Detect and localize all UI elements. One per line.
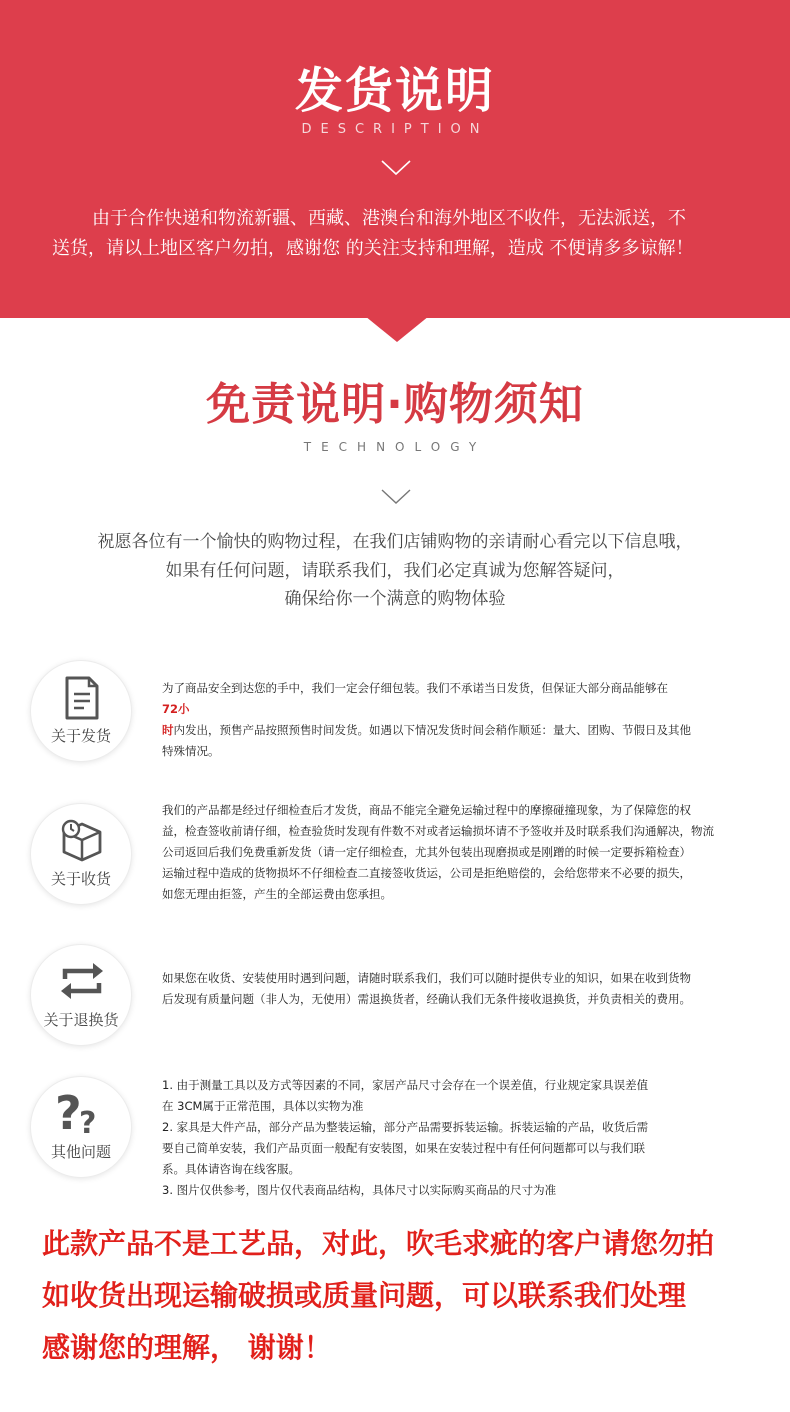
notice-line: 感谢您的理解， 谢谢！ bbox=[42, 1331, 332, 1364]
info-line bbox=[162, 720, 742, 741]
returns-info-text bbox=[162, 968, 742, 1010]
shipping-subtitle: DESCRIPTION bbox=[301, 122, 489, 137]
exchange-arrows-icon bbox=[59, 959, 105, 1003]
info-line: 2. 家具是大件产品，部分产品为整装运输，部分产品需要拆装运输。拆装运输的产品，收货后需 bbox=[162, 1120, 649, 1134]
chevron-down-icon bbox=[381, 489, 411, 505]
info-line: 要自己简单安装，我们产品页面一般配有安装图，如果在安装过程中有任何问题都可以与我们联 bbox=[162, 1141, 645, 1155]
section-label: 关于退换货 bbox=[43, 1011, 119, 1029]
info-line: 特殊情况。 bbox=[162, 744, 220, 758]
section-label: 关于发货 bbox=[50, 727, 111, 745]
shipping-notice bbox=[52, 204, 762, 264]
info-line: 后发现有质量问题（非人为，无使用）需退换货者，经确认我们无条件接收退换货，并负责相关的费用。 bbox=[162, 992, 691, 1006]
banner-notch bbox=[365, 316, 429, 342]
document-icon bbox=[62, 675, 102, 721]
info-line: 在 3CM属于正常范围，具体以实物为准 bbox=[162, 1099, 364, 1113]
shipping-info-badge bbox=[30, 660, 132, 762]
svg-text:?: ? bbox=[79, 1106, 97, 1137]
info-text: 为了商品安全到达您的手中，我们一定会仔细包装。我们不承诺当日发货，但保证大部分商品能够在 bbox=[162, 681, 668, 695]
disclaimer-subtitle: TECHNOLOGY bbox=[303, 440, 487, 454]
info-line: 如您无理由拒签，产生的全部运费由您承担。 bbox=[162, 887, 392, 901]
intro-line: 如果有任何问题，请联系我们，我们必定真诚为您解答疑问， bbox=[165, 560, 625, 581]
intro-line: 确保给你一个满意的购物体验 bbox=[284, 589, 506, 609]
highlight-text: 72小 bbox=[162, 702, 190, 716]
info-line: 公司返回后我们免费重新发货（请一定仔细检查，尤其外包装出现磨损或是刚蹭的时候一定要拆箱检查） bbox=[162, 845, 691, 859]
info-line: 我们的产品都是经过仔细检查后才发货，商品不能完全避免运输过程中的摩擦碰撞现象，为了保障您的权 bbox=[162, 803, 691, 817]
question-marks-icon bbox=[53, 1085, 105, 1137]
info-line: 3. 图片仅供参考，图片仅代表商品结构，具体尺寸以实际购买商品的尺寸为准 bbox=[162, 1183, 557, 1197]
disclaimer-intro bbox=[0, 528, 790, 614]
info-text: 内发出，预售产品按照预售时间发货。如遇以下情况发货时间会稍作顺延：量大、团购、节假日及其他 bbox=[173, 723, 691, 737]
info-line: 如果您在收货、安装使用时遇到问题，请随时联系我们，我们可以随时提供专业的知识，如果在收到货物 bbox=[162, 971, 691, 985]
craft-notice bbox=[42, 1218, 782, 1374]
notice-line: 此款产品不是工艺品，对此，吹毛求疵的客户请您勿拍 bbox=[42, 1227, 715, 1260]
package-clock-icon bbox=[59, 818, 105, 864]
info-line: 1. 由于测量工具以及方式等因素的不同，家居产品尺寸会存在一个误差值，行业规定家具误差值 bbox=[162, 1078, 649, 1092]
svg-text:?: ? bbox=[55, 1086, 82, 1137]
section-label: 其他问题 bbox=[50, 1143, 111, 1161]
shipping-banner bbox=[0, 0, 790, 318]
other-info-text bbox=[162, 1075, 742, 1201]
chevron-down-icon bbox=[381, 160, 411, 176]
shipping-notice-line: 由于合作快递和物流新疆、西藏、港澳台和海外地区不收件，无法派送，不 bbox=[92, 208, 686, 229]
receiving-info-badge bbox=[30, 803, 132, 905]
other-info-badge bbox=[30, 1076, 132, 1178]
shipping-title: 发货说明 bbox=[294, 63, 495, 119]
shipping-notice-line: 送货，请以上地区客户勿拍，感谢您 的关注支持和理解，造成 不便请多多谅解！ bbox=[52, 238, 694, 259]
info-line: 运输过程中造成的货物损坏不仔细检查二直接签收货运，公司是拒绝赔偿的，会给您带来不必要的损失， bbox=[162, 866, 691, 880]
info-line bbox=[162, 678, 742, 720]
receiving-info-text bbox=[162, 800, 742, 905]
notice-line: 如收货出现运输破损或质量问题，可以联系我们处理 bbox=[42, 1279, 687, 1312]
info-line: 系。具体请咨询在线客服。 bbox=[162, 1162, 300, 1176]
returns-info-badge bbox=[30, 944, 132, 1046]
shipping-info-text bbox=[162, 678, 742, 762]
highlight-text: 时 bbox=[162, 723, 174, 737]
intro-line: 祝愿各位有一个愉快的购物过程，在我们店铺购物的亲请耐心看完以下信息哦， bbox=[97, 532, 693, 552]
section-label: 关于收货 bbox=[50, 870, 111, 888]
disclaimer-title: 免责说明·购物须知 bbox=[206, 379, 584, 430]
info-line: 益，检查签收前请仔细，检查验货时发现有件数不对或者运输损坏请不予签收并及时联系我们沟通解决，物流 bbox=[162, 824, 714, 838]
